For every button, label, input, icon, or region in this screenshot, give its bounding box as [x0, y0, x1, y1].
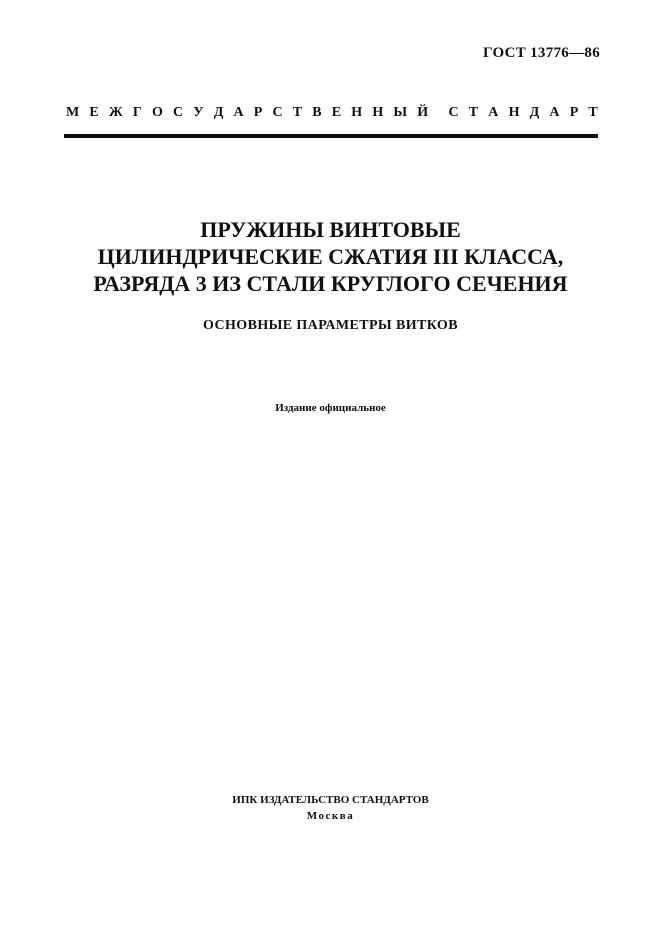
publisher-name: ИПК ИЗДАТЕЛЬСТВО СТАНДАРТОВ [232, 794, 429, 806]
label-letter: Р [253, 105, 263, 120]
label-letter: Ы [393, 105, 408, 120]
label-letter: Д [213, 105, 224, 120]
label-letter: А [488, 105, 499, 120]
label-letter: В [312, 105, 322, 120]
label-letter: Т [468, 105, 479, 120]
interstate-standard-label [66, 105, 598, 121]
header-divider [64, 134, 598, 138]
label-letter: Е [89, 105, 99, 120]
title-line: РАЗРЯДА 3 ИЗ СТАЛИ КРУГЛОГО СЕЧЕНИЯ [93, 271, 568, 296]
label-letter: О [151, 105, 163, 120]
title-line: ПРУЖИНЫ ВИНТОВЫЕ [200, 217, 461, 242]
label-letter: Т [588, 105, 598, 120]
label-letter: Р [569, 105, 579, 120]
edition-note: Издание официальное [275, 402, 386, 414]
label-letter: А [549, 105, 560, 120]
label-letter: Н [351, 105, 363, 120]
label-letter: Г [132, 105, 142, 120]
label-letter: А [233, 105, 244, 120]
label-letter: Н [372, 105, 384, 120]
label-letter: М [66, 105, 80, 120]
label-letter: Й [417, 105, 429, 120]
label-letter: Ж [108, 105, 123, 120]
label-letter: С [173, 105, 184, 120]
document-title [40, 216, 621, 297]
label-letter: У [193, 105, 204, 120]
label-letter: Е [331, 105, 342, 120]
document-subtitle: ОСНОВНЫЕ ПАРАМЕТРЫ ВИТКОВ [203, 318, 458, 333]
label-letter: С [272, 105, 283, 120]
standard-number: ГОСТ 13776—86 [482, 45, 600, 61]
label-letter: Д [529, 105, 540, 120]
publisher-city: Москва [306, 810, 355, 822]
label-letter: С [448, 105, 459, 120]
label-letter: Н [508, 105, 520, 120]
label-letter: Т [292, 105, 303, 120]
title-line: ЦИЛИНДРИЧЕСКИЕ СЖАТИЯ III КЛАССА, [97, 244, 564, 269]
